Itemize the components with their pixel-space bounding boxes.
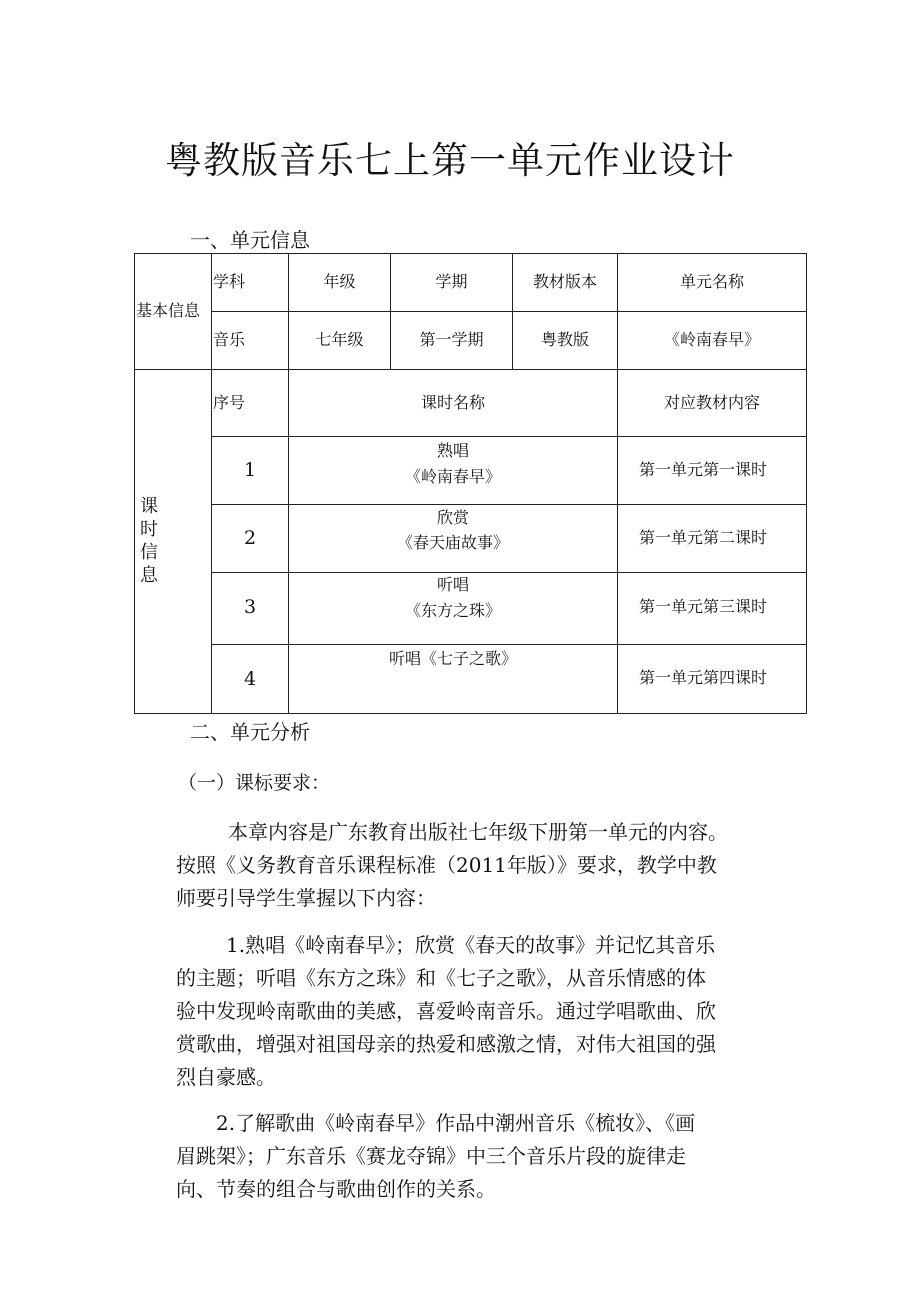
table-rule — [806, 253, 807, 714]
text-line: 本章内容是广东教育出版社七年级下册第一单元的内容。 — [228, 820, 728, 844]
table-rule — [211, 436, 807, 437]
lesson-content: 第一单元第二课时 — [638, 528, 767, 547]
header-grade: 年级 — [323, 272, 356, 291]
lesson-name-line2: 《春天庙故事》 — [396, 533, 509, 552]
header-subject: 学科 — [213, 272, 246, 291]
table-rule — [134, 253, 135, 714]
header-textbook-edition: 教材版本 — [532, 272, 597, 291]
text-line: 赏歌曲，增强对祖国母亲的热爱和感激之情，对伟大祖国的强 — [176, 1032, 716, 1056]
table-rule — [211, 504, 807, 505]
lesson-content: 第一单元第一课时 — [638, 460, 767, 479]
table-rule — [211, 644, 807, 645]
page-title: 粤教版音乐七上第一单元作业设计 — [165, 139, 735, 182]
table-rule — [211, 253, 212, 714]
text-line: 的主题；听唱《东方之珠》和《七子之歌》，从音乐情感的体 — [176, 966, 706, 990]
lesson-name-line1: 欣赏 — [436, 508, 469, 527]
lesson-name-line1: 熟唱 — [436, 441, 469, 460]
value-textbook-edition: 粤教版 — [540, 330, 589, 349]
table-rule — [134, 713, 807, 714]
paragraph-item-2 — [176, 1107, 816, 1206]
unit-info-table — [134, 253, 807, 714]
header-unit-name: 单元名称 — [679, 272, 744, 291]
value-unit-name: 《岭南春早》 — [663, 330, 760, 349]
table-rule — [134, 253, 807, 254]
text-line: 烈自豪感。 — [176, 1065, 276, 1089]
value-grade: 七年级 — [315, 330, 364, 349]
lesson-name-line2: 《东方之珠》 — [404, 601, 501, 620]
subsection-heading-curriculum: （一）课标要求： — [178, 772, 331, 794]
table-rule — [134, 369, 807, 370]
lesson-number: 3 — [243, 596, 257, 618]
text-line: 按照《义务教育音乐课程标准（2011年版）》要求，教学中教 — [176, 853, 717, 877]
section-heading-unit-analysis: 二、单元分析 — [190, 720, 310, 744]
lesson-info-char: 时 — [140, 519, 158, 540]
header-lesson-name: 课时名称 — [420, 393, 485, 412]
lesson-content: 第一单元第四课时 — [638, 668, 767, 687]
table-rule — [617, 253, 618, 714]
text-line: 眉跳架》；广东音乐《赛龙夺锦》中三个音乐片段的旋律走 — [176, 1144, 686, 1168]
lesson-info-char: 息 — [140, 565, 158, 586]
value-subject: 音乐 — [213, 330, 246, 349]
lesson-info-label — [140, 495, 160, 587]
lesson-number: 2 — [243, 527, 257, 549]
header-term: 学期 — [435, 272, 468, 291]
lesson-name-line2: 《岭南春早》 — [404, 467, 501, 486]
section-heading-unit-info: 一、单元信息 — [190, 228, 310, 252]
header-textbook-content: 对应教材内容 — [663, 393, 760, 412]
table-rule — [211, 311, 807, 312]
text-line: 向、节奏的组合与歌曲创作的关系。 — [176, 1177, 496, 1201]
lesson-number: 4 — [243, 668, 257, 690]
text-line: 1.熟唱《岭南春早》；欣赏《春天的故事》并记忆其音乐 — [226, 933, 716, 957]
basic-info-label: 基本信息 — [136, 301, 201, 320]
text-line: 2.了解歌曲《岭南春早》作品中潮州音乐《梳妆》、《画 — [216, 1111, 696, 1135]
lesson-content: 第一单元第三课时 — [638, 597, 767, 616]
text-line: 验中发现岭南歌曲的美感，喜爱岭南音乐。通过学唱歌曲、欣 — [176, 999, 716, 1023]
paragraph-item-1 — [176, 929, 816, 1094]
paragraph-intro — [176, 816, 816, 915]
text-line: 师要引导学生掌握以下内容： — [176, 886, 436, 910]
lesson-name-line1: 听唱《七子之歌》 — [388, 649, 517, 668]
lesson-number: 1 — [243, 459, 257, 481]
lesson-info-char: 课 — [140, 496, 158, 517]
lesson-info-char: 信 — [140, 542, 158, 563]
header-sequence: 序号 — [213, 393, 246, 412]
value-term: 第一学期 — [419, 330, 484, 349]
lesson-name-line1: 听唱 — [436, 575, 469, 594]
